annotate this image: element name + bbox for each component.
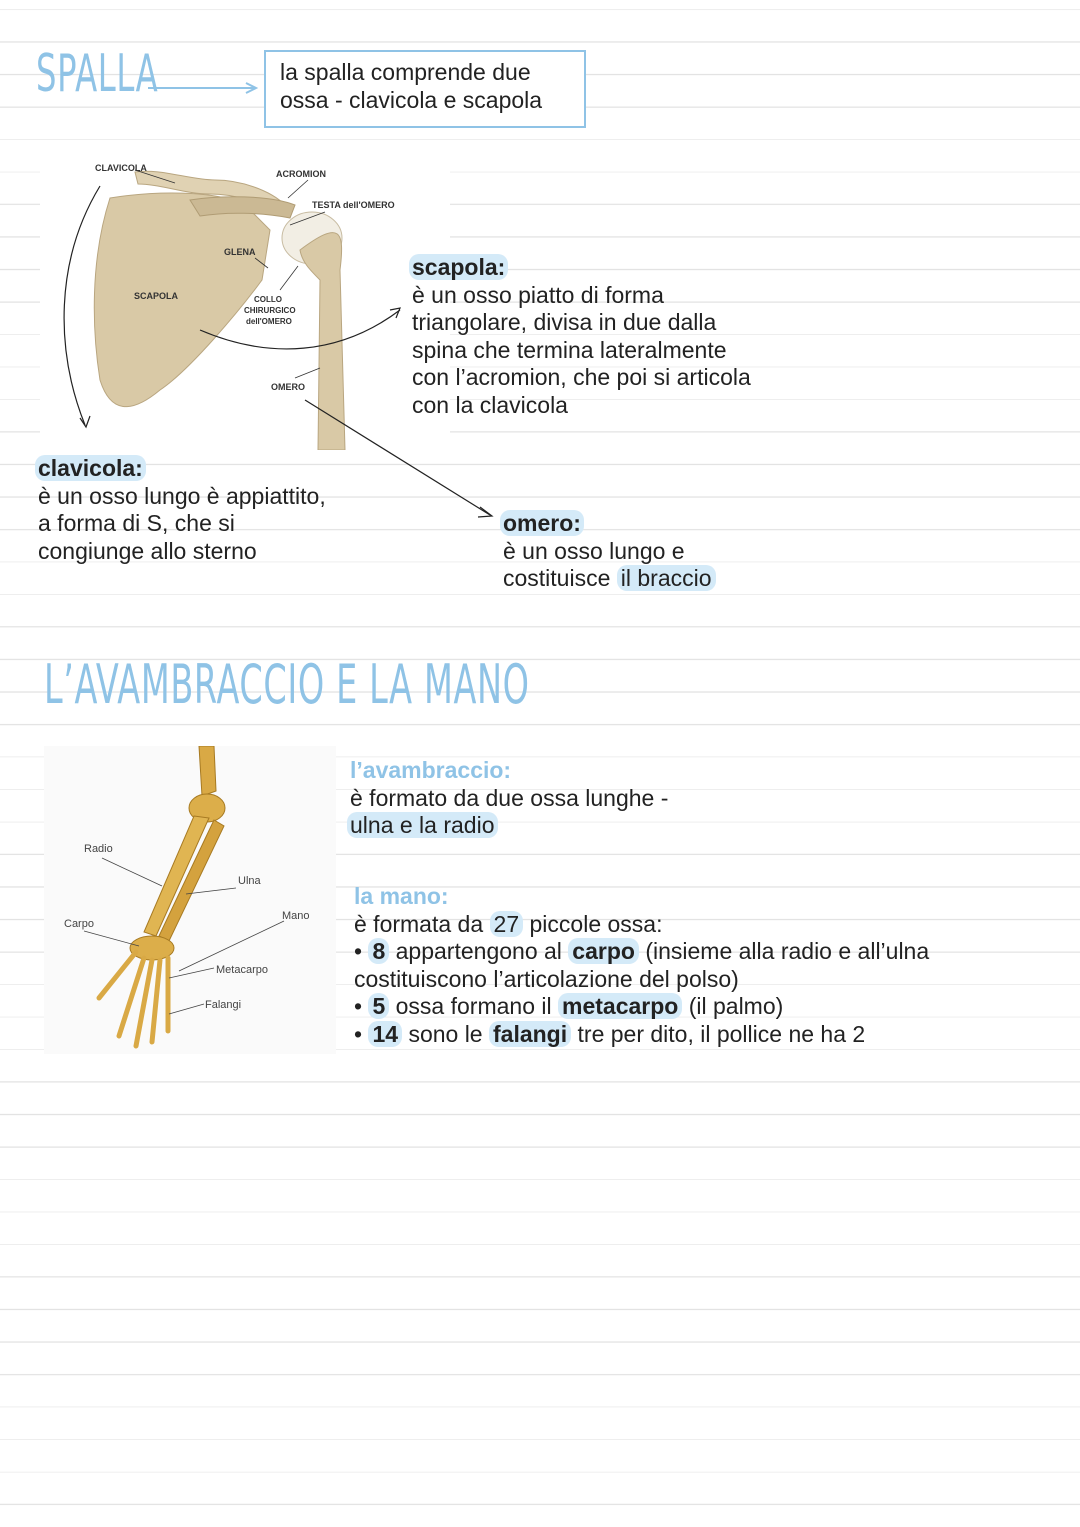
label-collo-2: CHIRURGICO: [244, 306, 296, 315]
omero-heading: omero:: [500, 510, 584, 536]
count-falangi: 14: [368, 1021, 402, 1047]
label-falangi: Falangi: [205, 999, 242, 1011]
label-scapola: SCAPOLA: [134, 291, 179, 301]
label-omero: OMERO: [271, 382, 306, 392]
label-clavicola: CLAVICOLA: [95, 163, 147, 173]
label-testa-omero: TESTA dell'OMERO: [312, 200, 395, 210]
b3-text-b: tre per dito, il pollice ne ha 2: [577, 1020, 866, 1047]
label-ulna: Ulna: [238, 875, 261, 887]
bullet: •: [354, 1020, 363, 1047]
clavicola-line: è un osso lungo è appiattito,: [38, 482, 326, 509]
term-carpo: carpo: [568, 938, 639, 964]
label-glena: GLENA: [224, 247, 256, 257]
avambraccio-title: L’AVAMBRACCIO E LA MANO: [44, 653, 530, 716]
label-carpo: Carpo: [64, 918, 94, 930]
scapola-line: spina che termina lateralmente: [412, 336, 727, 363]
b2-text-b: (il palmo): [688, 993, 784, 1019]
avambraccio-text: [350, 757, 750, 840]
clavicola-line: a forma di S, che si: [38, 510, 235, 536]
avambraccio-line-1: è formato da due ossa lunghe -: [350, 784, 669, 811]
b2-text-a: ossa formano il: [395, 993, 552, 1019]
omero-text: [503, 510, 823, 593]
arm-figure: [44, 746, 336, 1054]
b3-text-a: sono le: [408, 1020, 483, 1047]
label-mano: Mano: [282, 910, 310, 922]
count-metacarpo: 5: [368, 993, 389, 1019]
mano-heading: la mano:: [354, 883, 449, 909]
arrow-right-icon: [146, 80, 260, 96]
avambraccio-heading: l’avambraccio:: [350, 757, 512, 783]
scapola-heading: scapola:: [409, 254, 508, 280]
b1-text-b: (insieme alla radio e all’ulna: [645, 938, 930, 964]
label-acromion: ACROMION: [276, 169, 326, 179]
count-carpo: 8: [368, 938, 389, 964]
scapola-line: è un osso piatto di forma: [412, 281, 664, 308]
avambraccio-line-2: ulna e la radio: [347, 812, 498, 838]
scapola-text: [412, 254, 812, 419]
intro-line-1: la spalla comprende due: [280, 59, 531, 85]
term-metacarpo: metacarpo: [558, 993, 682, 1019]
clavicola-line: congiunge allo sterno: [38, 537, 257, 564]
b1-text-c: costituiscono l’articolazione del polso): [354, 965, 739, 992]
spalla-title: SPALLA: [36, 44, 159, 104]
bullet: •: [354, 993, 363, 1019]
term-falangi: falangi: [489, 1021, 571, 1047]
clavicola-heading: clavicola:: [35, 455, 146, 481]
label-collo-1: COLLO: [254, 295, 282, 304]
mano-count-27: 27: [490, 911, 524, 937]
mano-line-1a: è formata da: [354, 910, 484, 937]
arm-illustration: [44, 746, 336, 1054]
mano-text: [354, 883, 1054, 1048]
mano-line-1b: piccole ossa:: [529, 910, 663, 937]
scapola-line: con la clavicola: [412, 391, 568, 418]
omero-line-2a: costituisce: [503, 565, 611, 591]
omero-line-2b: il braccio: [617, 565, 716, 591]
b1-text-a: appartengono al: [395, 938, 562, 964]
label-radio: Radio: [84, 843, 113, 855]
label-collo-3: dell'OMERO: [246, 317, 292, 326]
intro-box: [264, 50, 586, 128]
bullet: •: [354, 938, 363, 964]
scapola-line: con l’acromion, che poi si articola: [412, 364, 751, 390]
label-metacarpo: Metacarpo: [216, 964, 268, 976]
omero-line-1: è un osso lungo e: [503, 537, 685, 564]
scapola-line: triangolare, divisa in due dalla: [412, 309, 717, 335]
clavicola-text: [38, 455, 398, 565]
intro-line-2: ossa - clavicola e scapola: [280, 87, 543, 113]
